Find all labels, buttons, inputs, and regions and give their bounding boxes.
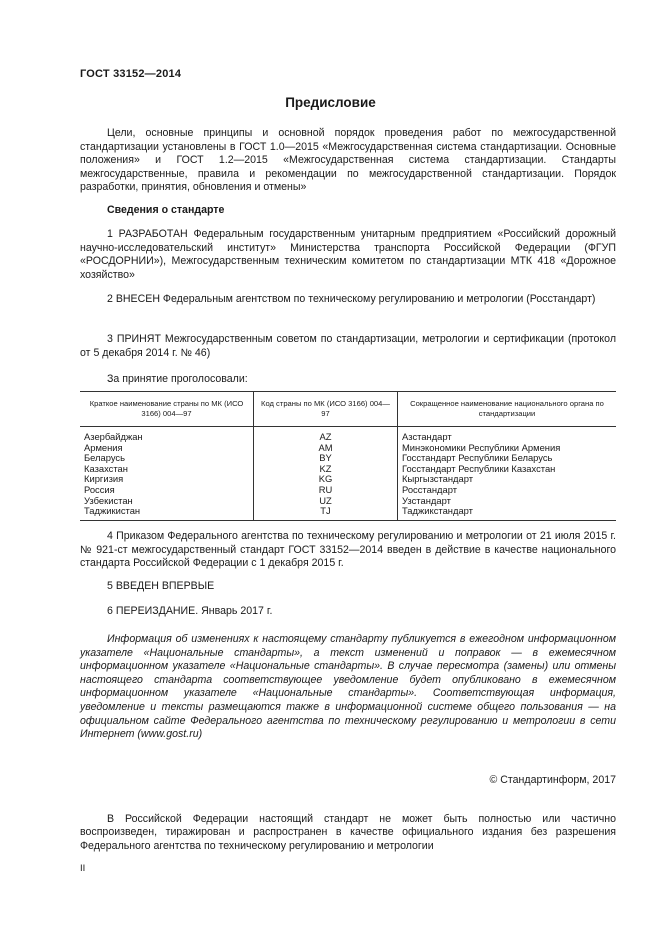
item-2: [80, 293, 616, 307]
table-cell-body: Таджикстандарт: [398, 506, 617, 520]
table-cell-country: Армения: [80, 443, 254, 454]
item-5: [80, 580, 616, 594]
item-4: [80, 530, 616, 571]
table-row: [80, 474, 616, 485]
item-5-text: 5 ВВЕДЕН ВПЕРВЫЕ: [107, 580, 215, 592]
item-1-text: 1 РАЗРАБОТАН Федеральным государственным унитарным предприятием «Российский дорожный научно-исследовательский институт» Министерства транспорта Российской Федерации (ФГУП «РОСДОРНИИ»), Межгосударственным техническим комитетом по стандартизации МТК 418 «Дорожное хозяйство»: [80, 228, 616, 281]
table-row: [80, 506, 616, 520]
item-6: [80, 605, 616, 619]
table-cell-body: Минэкономики Республики Армения: [402, 441, 561, 453]
table-cell-body: Кыргызстандарт: [402, 473, 474, 485]
table-cell-country: Киргизия: [80, 474, 254, 485]
table-cell-code: KZ: [254, 464, 398, 475]
table-cell-body: Узстандарт: [402, 494, 451, 506]
table-cell-code: UZ: [254, 496, 398, 507]
table-cell-country: Беларусь: [80, 453, 254, 464]
table-cell-code: TJ: [254, 506, 398, 520]
page-number: II: [80, 863, 86, 874]
table-row: [80, 496, 616, 507]
table-row: [80, 464, 616, 475]
vote-label: За принятие проголосовали:: [107, 373, 248, 385]
table-header-code: Код страны по МК (ИСО 3166) 004—97: [254, 392, 398, 427]
footer-text: В Российской Федерации настоящий стандарт не может быть полностью или частично воспроизведен, тиражирован и распространен в качестве официального издания без разрешения Федерального агентства по техническому регулированию и метрологии: [80, 812, 616, 852]
item-1: [80, 228, 616, 282]
table-cell-code: AM: [254, 443, 398, 454]
item-2-text: 2 ВНЕСЕН Федеральным агентством по техническому регулированию и метрологии (Росстандарт): [107, 293, 596, 305]
table-cell-code: RU: [254, 485, 398, 496]
table-cell-country: Узбекистан: [80, 496, 254, 507]
info-heading: Сведения о стандарте: [107, 204, 225, 216]
item-6-text: 6 ПЕРЕИЗДАНИЕ. Январь 2017 г.: [107, 605, 273, 617]
table-header-row: [80, 392, 616, 427]
table-cell-country: Азербайджан: [80, 427, 254, 443]
item-3-text: 3 ПРИНЯТ Межгосударственным советом по стандартизации, метрологии и сертификации (протокол от 5 декабря 2014 г. № 46): [80, 333, 616, 359]
table-row: [80, 485, 616, 496]
table-cell-body: Госстандарт Республики Беларусь: [402, 452, 553, 464]
copyright: © Стандартинформ, 2017: [489, 774, 616, 786]
table-cell-code: BY: [254, 453, 398, 464]
page-title: Предисловие: [285, 95, 376, 110]
table-cell-country: Казахстан: [80, 464, 254, 475]
notice-paragraph: [80, 633, 616, 742]
notice-text: Информация об изменениях к настоящему стандарту публикуется в ежегодном информационном указателе «Национальные стандарты», а текст изменений и поправок — в ежемесячном информационном указателе «Национальные стандарты». В случае пересмотра (замены) или отмены настоящего стандарта соответствующее уведомление будет опубликовано в ежемесячном информационном указателе «Национальные стандарты». Соответствующая информация, уведомление и тексты размещаются также в информационной системе общего пользования — на официальном сайте Федерального агентства по техническому регулированию и метрологии в сети Интернет (www.gost.ru): [80, 633, 616, 741]
document-code-header: ГОСТ 33152—2014: [80, 68, 182, 80]
footer-paragraph: [80, 802, 616, 864]
voting-table: [80, 391, 616, 521]
table-cell-code: KG: [254, 474, 398, 485]
table-cell-country: Таджикистан: [80, 506, 254, 520]
table-header-country: Краткое наименование страны по МК (ИСО 3166) 004—97: [80, 392, 254, 427]
table-cell-body: Госстандарт Республики Казахстан: [402, 462, 556, 474]
table-cell-body: Азстандарт: [402, 431, 452, 442]
table-row: [80, 427, 616, 443]
item-4-text: 4 Приказом Федерального агентства по техническому регулированию и метрологии от 21 июля 2015 г. № 921-ст межгосударственный стандарт ГОСТ 33152—2014 введен в действие в качестве национального стандарта Российской Федерации с 1 декабря 2015 г.: [80, 530, 616, 570]
intro-paragraph: [80, 127, 616, 195]
table-cell-code: AZ: [254, 427, 398, 443]
table-cell-body: Росстандарт: [402, 483, 457, 495]
table-cell-country: Россия: [80, 485, 254, 496]
item-3: [80, 333, 616, 360]
table-header-body: Сокращенное наименование национального органа по стандартизации: [398, 392, 617, 427]
intro-text: Цели, основные принципы и основной порядок проведения работ по межгосударственной стандартизации установлены в ГОСТ 1.0—2015 «Межгосударственная система стандартизации. Основные положения» и ГОСТ 1.2—2015 «Межгосударственная система стандартизации. Стандарты межгосударственные, правила и рекомендации по межгосударственной стандартизации. Порядок разработки, принятия, обновления и отмены»: [80, 127, 616, 194]
